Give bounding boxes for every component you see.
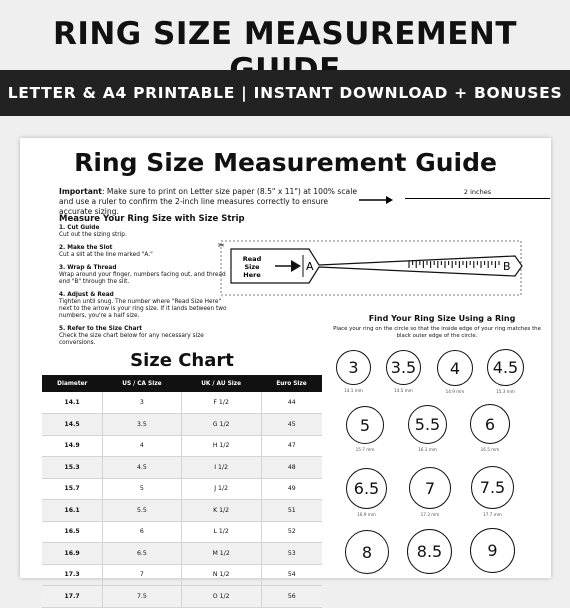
column-header: US / CA Size — [103, 375, 182, 392]
ring-circle-size: 7.5 — [471, 466, 514, 509]
two-inch-line — [405, 198, 550, 199]
table-cell: 5.5 — [103, 500, 182, 522]
ring-circle-size: 8.5 — [407, 529, 452, 574]
table-cell: 16.5 — [42, 521, 103, 543]
ring-diameter-label: 17.3 mm — [420, 512, 440, 517]
scissors-icon: ✂ — [218, 241, 225, 250]
step-title: 5. Refer to the Size Chart — [59, 326, 143, 332]
ring-section-title: Find Your Ring Size Using a Ring — [368, 314, 516, 323]
table-row — [42, 586, 322, 608]
column-header: Euro Size — [261, 375, 322, 392]
table-row — [42, 543, 322, 565]
size-chart-table — [42, 375, 322, 608]
ring-circle-size: 9 — [470, 528, 515, 573]
ring-diameter-label: 14.1 mm — [344, 388, 363, 393]
ring-circle-size: 6 — [470, 404, 510, 444]
ring-diameter-label: 16.9 mm — [357, 512, 376, 517]
table-cell: 53 — [261, 543, 322, 565]
step — [59, 326, 229, 347]
table-cell: M 1/2 — [181, 543, 261, 565]
table-cell: N 1/2 — [181, 564, 261, 586]
table-row — [42, 521, 322, 543]
banner-subtitle: LETTER & A4 PRINTABLE | INSTANT DOWNLOAD + BONUSES — [7, 84, 563, 102]
ring-circle-size: 4.5 — [487, 349, 524, 386]
table-cell: 17.3 — [42, 564, 103, 586]
strip-label-a: A — [306, 260, 314, 273]
doc-title: Ring Size Measurement Guide — [74, 148, 497, 177]
table-cell: 6 — [103, 521, 182, 543]
table-cell: J 1/2 — [181, 478, 261, 500]
table-cell: 3 — [103, 392, 182, 414]
step-text: Check the size chart below for any necessary size conversions. — [59, 333, 204, 346]
banner-subtitle-bar — [0, 70, 570, 116]
ring-circle-size: 6.5 — [346, 468, 387, 509]
table-cell: 54 — [261, 564, 322, 586]
ring-diameter-label: 14.5 mm — [394, 388, 413, 393]
arrow-right-icon — [359, 196, 393, 204]
table-cell: 4 — [103, 435, 182, 457]
ring-circle-size: 3.5 — [386, 350, 421, 385]
ring-circle-size: 5.5 — [408, 405, 447, 444]
strip-label-b: B — [503, 260, 511, 273]
step — [59, 265, 229, 286]
strip-section-title: Measure Your Ring Size with Size Strip — [59, 214, 245, 224]
important-text: : Make sure to print on Letter size paper (8.5" x 11") at 100% scale and use a ruler to confirm the 2-inch line measures correctly to ensure accurate sizing. — [59, 187, 357, 216]
table-cell: F 1/2 — [181, 392, 261, 414]
table-cell: 15.3 — [42, 457, 103, 479]
table-row — [42, 478, 322, 500]
table-cell: 14.5 — [42, 414, 103, 436]
step-title: 2. Make the Slot — [59, 245, 113, 251]
read-size-line: Size — [244, 263, 260, 271]
table-row — [42, 564, 322, 586]
step-text: Tighten until snug. The number where "Read Size Here" next to the arrow is your ring size. If it lands between two numbers, you're a half size. — [59, 299, 227, 319]
column-header: Diameter — [42, 375, 103, 392]
table-cell: L 1/2 — [181, 521, 261, 543]
important-note — [59, 187, 359, 217]
table-cell: G 1/2 — [181, 414, 261, 436]
step — [59, 245, 229, 259]
step-text: Cut a slit at the line marked "A." — [59, 252, 153, 258]
table-cell: 14.1 — [42, 392, 103, 414]
table-cell: 14.9 — [42, 435, 103, 457]
table-row — [42, 500, 322, 522]
ring-diameter-label: 16.5 mm — [480, 447, 500, 452]
banner-title: RING SIZE MEASUREMENT — [52, 16, 518, 52]
step-text: Wrap around your finger, numbers facing out, and thread end "B" through the slit. — [59, 272, 226, 285]
ring-diameter-label: 14.9 mm — [445, 389, 465, 394]
table-header-row — [42, 375, 322, 392]
table-row — [42, 414, 322, 436]
table-row — [42, 435, 322, 457]
table-cell: 3.5 — [103, 414, 182, 436]
ring-circle-size: 4 — [437, 350, 473, 386]
ring-diameter-label: 17.7 mm — [483, 512, 502, 517]
ring-circle-size: 8 — [345, 530, 389, 574]
ring-diameter-label: 15.7 mm — [355, 447, 375, 452]
table-cell: I 1/2 — [181, 457, 261, 479]
table-cell: H 1/2 — [181, 435, 261, 457]
table-cell: 7.5 — [103, 586, 182, 608]
column-header: UK / AU Size — [181, 375, 261, 392]
table-cell: 16.9 — [42, 543, 103, 565]
step — [59, 292, 229, 320]
table-cell: 45 — [261, 414, 322, 436]
table-cell: 52 — [261, 521, 322, 543]
table-cell: 48 — [261, 457, 322, 479]
table-cell: 4.5 — [103, 457, 182, 479]
step-title: 4. Adjust & Read — [59, 292, 114, 298]
table-cell: 44 — [261, 392, 322, 414]
size-chart-title: Size Chart — [130, 350, 234, 371]
ring-diameter-label: 16.1 mm — [418, 447, 437, 452]
table-cell: 56 — [261, 586, 322, 608]
table-cell: 51 — [261, 500, 322, 522]
table-cell: O 1/2 — [181, 586, 261, 608]
read-size-line: Read — [242, 255, 262, 263]
read-size-line: Here — [243, 271, 261, 279]
guide-sheet — [20, 138, 551, 600]
step-text: Cut out the sizing strip. — [59, 232, 127, 238]
two-inch-label: 2 inches — [463, 188, 492, 196]
table-cell: 49 — [261, 478, 322, 500]
ring-circle-size: 5 — [346, 406, 384, 444]
steps-list — [59, 225, 229, 353]
table-cell: 47 — [261, 435, 322, 457]
table-cell: K 1/2 — [181, 500, 261, 522]
sizing-strip — [219, 239, 525, 297]
table-cell: 15.7 — [42, 478, 103, 500]
ring-circle-size: 3 — [336, 350, 371, 385]
strip-outline — [231, 249, 522, 283]
step-title: 1. Cut Guide — [59, 225, 100, 231]
ring-section-subtitle: Place your ring on the circle so that the inside edge of your ring matches the black outer edge of the circle. — [333, 326, 541, 339]
table-cell: 16.1 — [42, 500, 103, 522]
table-cell: 5 — [103, 478, 182, 500]
step — [59, 225, 229, 239]
table-row — [42, 392, 322, 414]
step-title: 3. Wrap & Thread — [59, 265, 117, 271]
important-label: Important — [59, 187, 102, 196]
table-cell: 6.5 — [103, 543, 182, 565]
ring-circle-size: 7 — [409, 467, 451, 509]
table-cell: 7 — [103, 564, 182, 586]
size-chart-body — [42, 392, 322, 607]
table-row — [42, 457, 322, 479]
table-cell: 17.7 — [42, 586, 103, 608]
ring-diameter-label: 15.3 mm — [496, 389, 515, 394]
